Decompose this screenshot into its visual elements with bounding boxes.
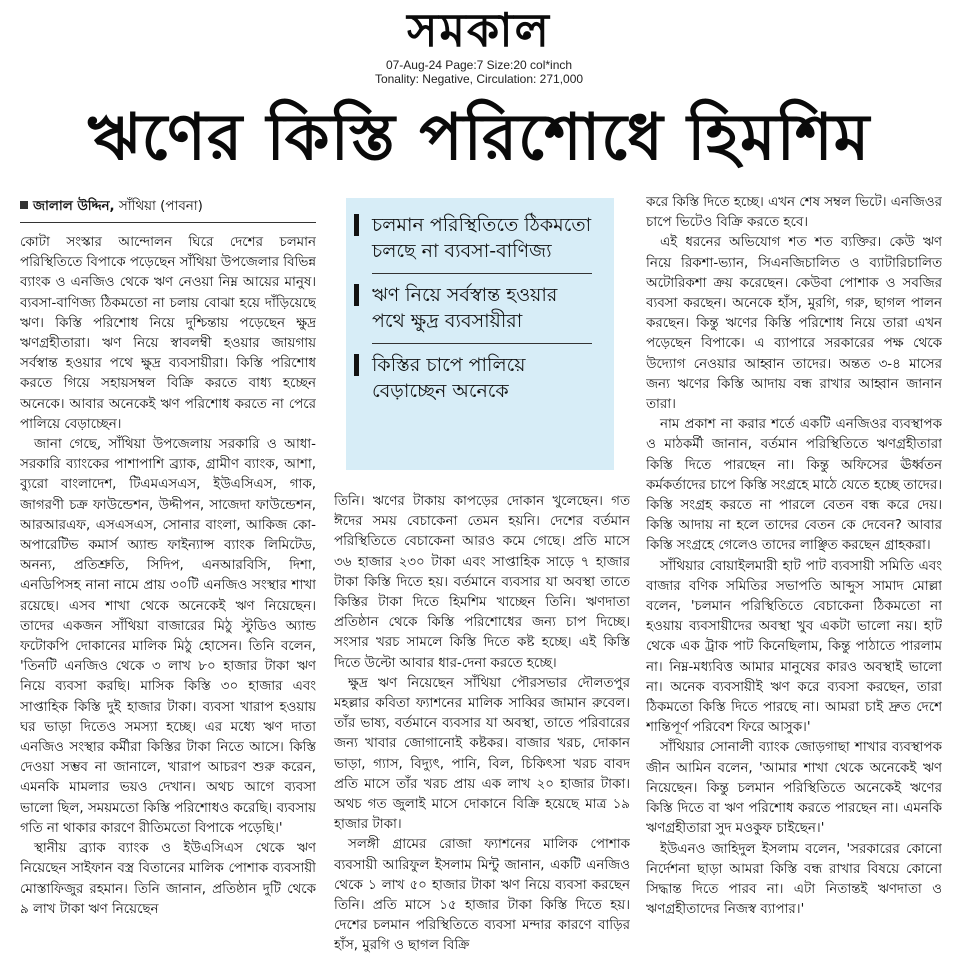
- paragraph: নাম প্রকাশ না করার শর্তে একটি এনজিওর ব্যবস্থাপক ও মাঠকর্মী জানান, বর্তমান পরিস্থিতিতে ঋণগ্রহীতারা কিস্তি দিতে পারছেন না। কিন্তু অফিসের ঊর্ধ্বতন কর্মকর্তাদের চাপে কিস্তি সংগ্রহে মাঠে যেতে হচ্ছে তাদের। কিস্তি সংগ্রহ করতে না পারলে বেতন বন্ধ করে দেয়। কিস্তি আদায় না হলে তাদের বেতন কে দেবেন? আবার কিস্তি সংগ্রহে গেলেও তাদের লাঞ্ছিত করছেন গ্রাহকরা।: [646, 417, 942, 554]
- paragraph: সাঁথিয়ার বোয়াইলমারী হাট পাট ব্যবসায়ী সমিতি এবং বাজার বণিক সমিতির সভাপতি আব্দুস সামাদ মোল্লা বলেন, 'চলমান পরিস্থিতিতে বেচাকেনা ঠিকমতো না হওয়ায় ব্যবসায়ীদের অবস্থা খুব একটা ভালো নয়। হাট থেকে এক ট্রাক পাট কিনেছিলাম, কিন্তু পাঠাতে পারলাম না। নিম্ন-মধ্যবিত্ত আমার মানুষের কারও অবস্থাই ভালো না। অনেক ব্যবসায়ীই ঋণ করে ব্যবসা করছেন, তারা ঠিকমতো কিস্তি দিতে পারছে না। আমরা চাই দ্রুত দেশে শান্তিপূর্ণ পরিবেশ ফিরে আসুক।': [646, 558, 942, 736]
- byline-square-icon: [20, 201, 28, 209]
- highlight-bar-icon: [354, 284, 359, 306]
- clip-metadata-line-1: 07-Aug-24 Page:7 Size:20 col*inch: [385, 58, 573, 72]
- paragraph: ক্ষুদ্র ঋণ নিয়েছেন সাঁথিয়া পৌরসভার দৌলতপুর মহল্লার কবিতা ফ্যাশনের মালিক সাব্বির জামান রুবেল। তাঁর ভাষ্য, বর্তমানে ব্যবসার যা অবস্থা, তাতে পরিবারের জন্য খাবার জোগানোই কষ্টকর। বাজার খরচ, দোকান ভাড়া, গ্যাস, বিদ্যুৎ, পানি, বিল, চিকিৎসা খরচ বাবদ প্রতি মাসে তাঁর খরচ প্রায় এক লাখ ২০ হাজার টাকা। অথচ গত জুলাই মাসে দোকানে বিক্রি হয়েছে মাত্র ১৯ হাজার টাকা।: [334, 675, 630, 833]
- highlight-text: চলমান পরিস্থিতিতে ঠিকমতো চলছে না ব্যবসা-বাণিজ্য: [372, 214, 592, 262]
- newspaper-logo: সমকাল: [407, 3, 551, 57]
- newspaper-masthead: [0, 0, 958, 56]
- paragraph: স্থানীয় ব্র্যাক ব্যাংক ও ইউএসিএস থেকে ঋণ নিয়েছেন সাইফান বস্ত্র বিতানের মালিক পোশাক ব্যবসায়ী মোস্তাফিজুর রহমান। তিনি জানান, প্রতিষ্ঠান দুটি থেকে ৯ লাখ টাকা ঋণ নিয়েছেন: [20, 841, 316, 917]
- highlight-bar-icon: [354, 214, 359, 236]
- clip-metadata: [0, 58, 958, 86]
- byline-author: জালাল উদ্দিন,: [33, 199, 115, 214]
- paragraph: জানা গেছে, সাঁথিয়া উপজেলায় সরকারি ও আধা-সরকারি ব্যাংকের পাশাপাশি ব্র্যাক, গ্রামীণ ব্যাংক, আশা, ব্যুরো বাংলাদেশ, টিএমএসএস, ইউএসিএস, গাক, জাগরণী চক্র ফাউন্ডেশন, উদ্দীপন, সাজেদা ফাউন্ডেশন, আরআরএফ, এসএসএস, সোনার বাংলা, আকিজ কো-অপারেটিভ কমার্স অ্যান্ড ফাইন্যান্স ব্যাংক লিমিটেড, অনন্য, প্রতিশ্রুতি, সিদিপ, এনআরবিসি, দিশা, এনডিপিসহ নানা নামে প্রায় ৩০টি এনজিও সংস্থার শাখা রয়েছে। এসব শাখা থেকে অনেকেই ঋণ নিয়েছেন। তাদের একজন সাঁথিয়া বাজারের মিঠু স্টুডিও অ্যান্ড ফটোকপি দোকানের মালিক মিঠু হোসেন। তিনি বলেন, 'তিনটি এনজিও থেকে ৩ লাখ ৮০ হাজার টাকা ঋণ নিয়ে ব্যবসা করছি। মাসিক কিস্তি ৩০ হাজার এবং সাপ্তাহিক কিস্তি দুই হাজার টাকা। ব্যবসা খারাপ হওয়ায় ঘর ভাড়া দিতেও সমস্যা হচ্ছে। এর মধ্যে ঋণ দাতা এনজিও সংস্থার কর্মীরা কিস্তির টাকা নিতে আসে। কিস্তি দেওয়া সম্ভব না জানালে, খারাপ আচরণ শুরু করেন, এমনকি মামলার ভয়ও দেখান। অথচ আগে ব্যবসা ভালো ছিল, সময়মতো কিস্তি পরিশোধও করেছি। ব্যবসায় গতি না থাকার কারণে রীতিমতো বিপাকে পড়েছি।': [20, 437, 316, 836]
- byline: [20, 198, 316, 223]
- clip-metadata-line-2: Tonality: Negative, Circulation: 271,000: [374, 72, 584, 86]
- highlight-item: [372, 204, 592, 274]
- paragraph: কোটা সংস্কার আন্দোলন ঘিরে দেশের চলমান পরিস্থিতিতে বিপাকে পড়েছেন সাঁথিয়া উপজেলার বিভিন্ন ব্যাংক ও এনজিও থেকে ঋণ নেওয়া নিম্ন আয়ের মানুষ। ব্যবসা-বাণিজ্য ঠিকমতো না চলায় বোঝা হয়ে দাঁড়িয়েছে ঋণ। কিস্তি পরিশোধ নিয়ে দুশ্চিন্তায় পড়েছেন ক্ষুদ্র ঋণগ্রহীতারা। ঋণ নিয়ে স্বাবলম্বী হওয়ার জায়গায় সর্বস্বান্ত হওয়ার পথে ক্ষুদ্র ব্যবসায়ীরা। কিস্তি পরিশোধ করতে গিয়ে সহায়সম্বল বিক্রি করতে বাধ্য হচ্ছেন অনেকে। আবার অনেকেই ঋণ পরিশোধ করতে না পেরে পালিয়ে বেড়াচ্ছেন।: [20, 235, 316, 432]
- highlight-item: [372, 344, 592, 413]
- paragraph: করে কিস্তি দিতে হচ্ছে। এখন শেষ সম্বল ভিটে। এনজিওর চাপে ভিটেও বিক্রি করতে হবে।: [646, 195, 942, 231]
- byline-location: সাঁথিয়া (পাবনা): [114, 199, 203, 214]
- paragraph: সলঙ্গী গ্রামের রোজা ফ্যাশনের মালিক পোশাক ব্যবসায়ী আরিফুল ইসলাম মিন্টু জানান, একটি এনজিও থেকে ১ লাখ ৫০ হাজার টাকা ঋণ নিয়ে ব্যবসা করছেন তিনি। প্রতি মাসে ১৫ হাজার টাকা কিস্তি দিতে হয়। দেশের চলমান পরিস্থিতিতে ব্যবসা মন্দার কারণে বাড়ির হাঁস, মুরগি ও ছাগল বিক্রি: [334, 837, 630, 954]
- paragraph: তিনি। ঋণের টাকায় কাপড়ের দোকান খুলেছেন। গত ঈদের সময় বেচাকেনা তেমন হয়নি। দেশের বর্তমান পরিস্থিতিতে বেচাকেনা আরও কমে গেছে। প্রতি মাসে ৩৬ হাজার ২৩০ টাকা এবং সাপ্তাহিক সাড়ে ৭ হাজার টাকা কিস্তি দিতে হয়। বর্তমানে ব্যবসার যা অবস্থা তাতে কিস্তির টাকা দিতে হিমশিম খাচ্ছেন তিনি। ঋণদাতা প্রতিষ্ঠান থেকে কিস্তি পরিশোধের জন্য চাপ দিচ্ছে। সংসার খরচ সামলে কিস্তি দিতে কষ্ট হচ্ছে। এই কিস্তি দিতে উল্টো আবার ধার-দেনা করতে হচ্ছে।: [334, 494, 630, 671]
- highlights-box: [346, 198, 614, 470]
- highlight-text: কিস্তির চাপে পালিয়ে বেড়াচ্ছেন অনেকে: [372, 354, 526, 402]
- paragraph: ইউএনও জাহিদুল ইসলাম বলেন, 'সরকারের কোনো নির্দেশনা ছাড়া আমরা কিস্তি বন্ধ রাখার বিষয়ে কোনো সিদ্ধান্ত দিতে পারব না। এটা নিতান্তই ঋণদাতা ও ঋণগ্রহীতাদের নিজস্ব ব্যাপার।': [646, 841, 942, 918]
- article-column-1: [20, 233, 316, 976]
- article-column-3: [646, 193, 942, 976]
- article-headline: ঋণের কিস্তি পরিশোধে হিমশিম: [87, 101, 871, 175]
- paragraph: এই ধরনের অভিযোগ শত শত ব্যক্তির। কেউ ঋণ নিয়ে রিকশা-ভ্যান, সিএনজিচালিত ও ব্যাটারিচালিত অটোরিকশা ক্রয় করেছেন। কেউবা পোশাক ও সবজির ব্যবসা করছেন। অনেকে হাঁস, মুরগি, গরু, ছাগল পালন করছেন। কিন্তু ঋণের কিস্তি পরিশোধ নিয়ে তারা এখন পড়েছেন বিপাকে। এ ব্যাপারে সরকারের পক্ষ থেকে উদ্যোগ নেওয়ার আহ্বান তাদের। অন্তত ৩-৪ মাসের জন্য ঋণের কিস্তি আদায় বন্ধ রাখার আহ্বান জানান তারা।: [646, 235, 942, 413]
- highlight-item: [372, 274, 592, 344]
- paragraph: সাঁথিয়ার সোনালী ব্যাংক জোড়গাছা শাখার ব্যবস্থাপক জীন আমিন বলেন, 'আমার শাখা থেকে অনেকেই ঋণ নিয়েছেন। কিন্তু চলমান পরিস্থিতিতে অনেকেই ঋণের কিস্তি দিতে বা ঋণ পরিশোধ করতে পারছেন না। এমনকি ঋণগ্রহীতারা সুদ মওকুফ চাইছেন।': [646, 740, 942, 837]
- article-column-2: [334, 492, 630, 976]
- highlight-bar-icon: [354, 354, 359, 376]
- highlight-text: ঋণ নিয়ে সর্বস্বান্ত হওয়ার পথে ক্ষুদ্র ব্যবসায়ীরা: [372, 284, 558, 332]
